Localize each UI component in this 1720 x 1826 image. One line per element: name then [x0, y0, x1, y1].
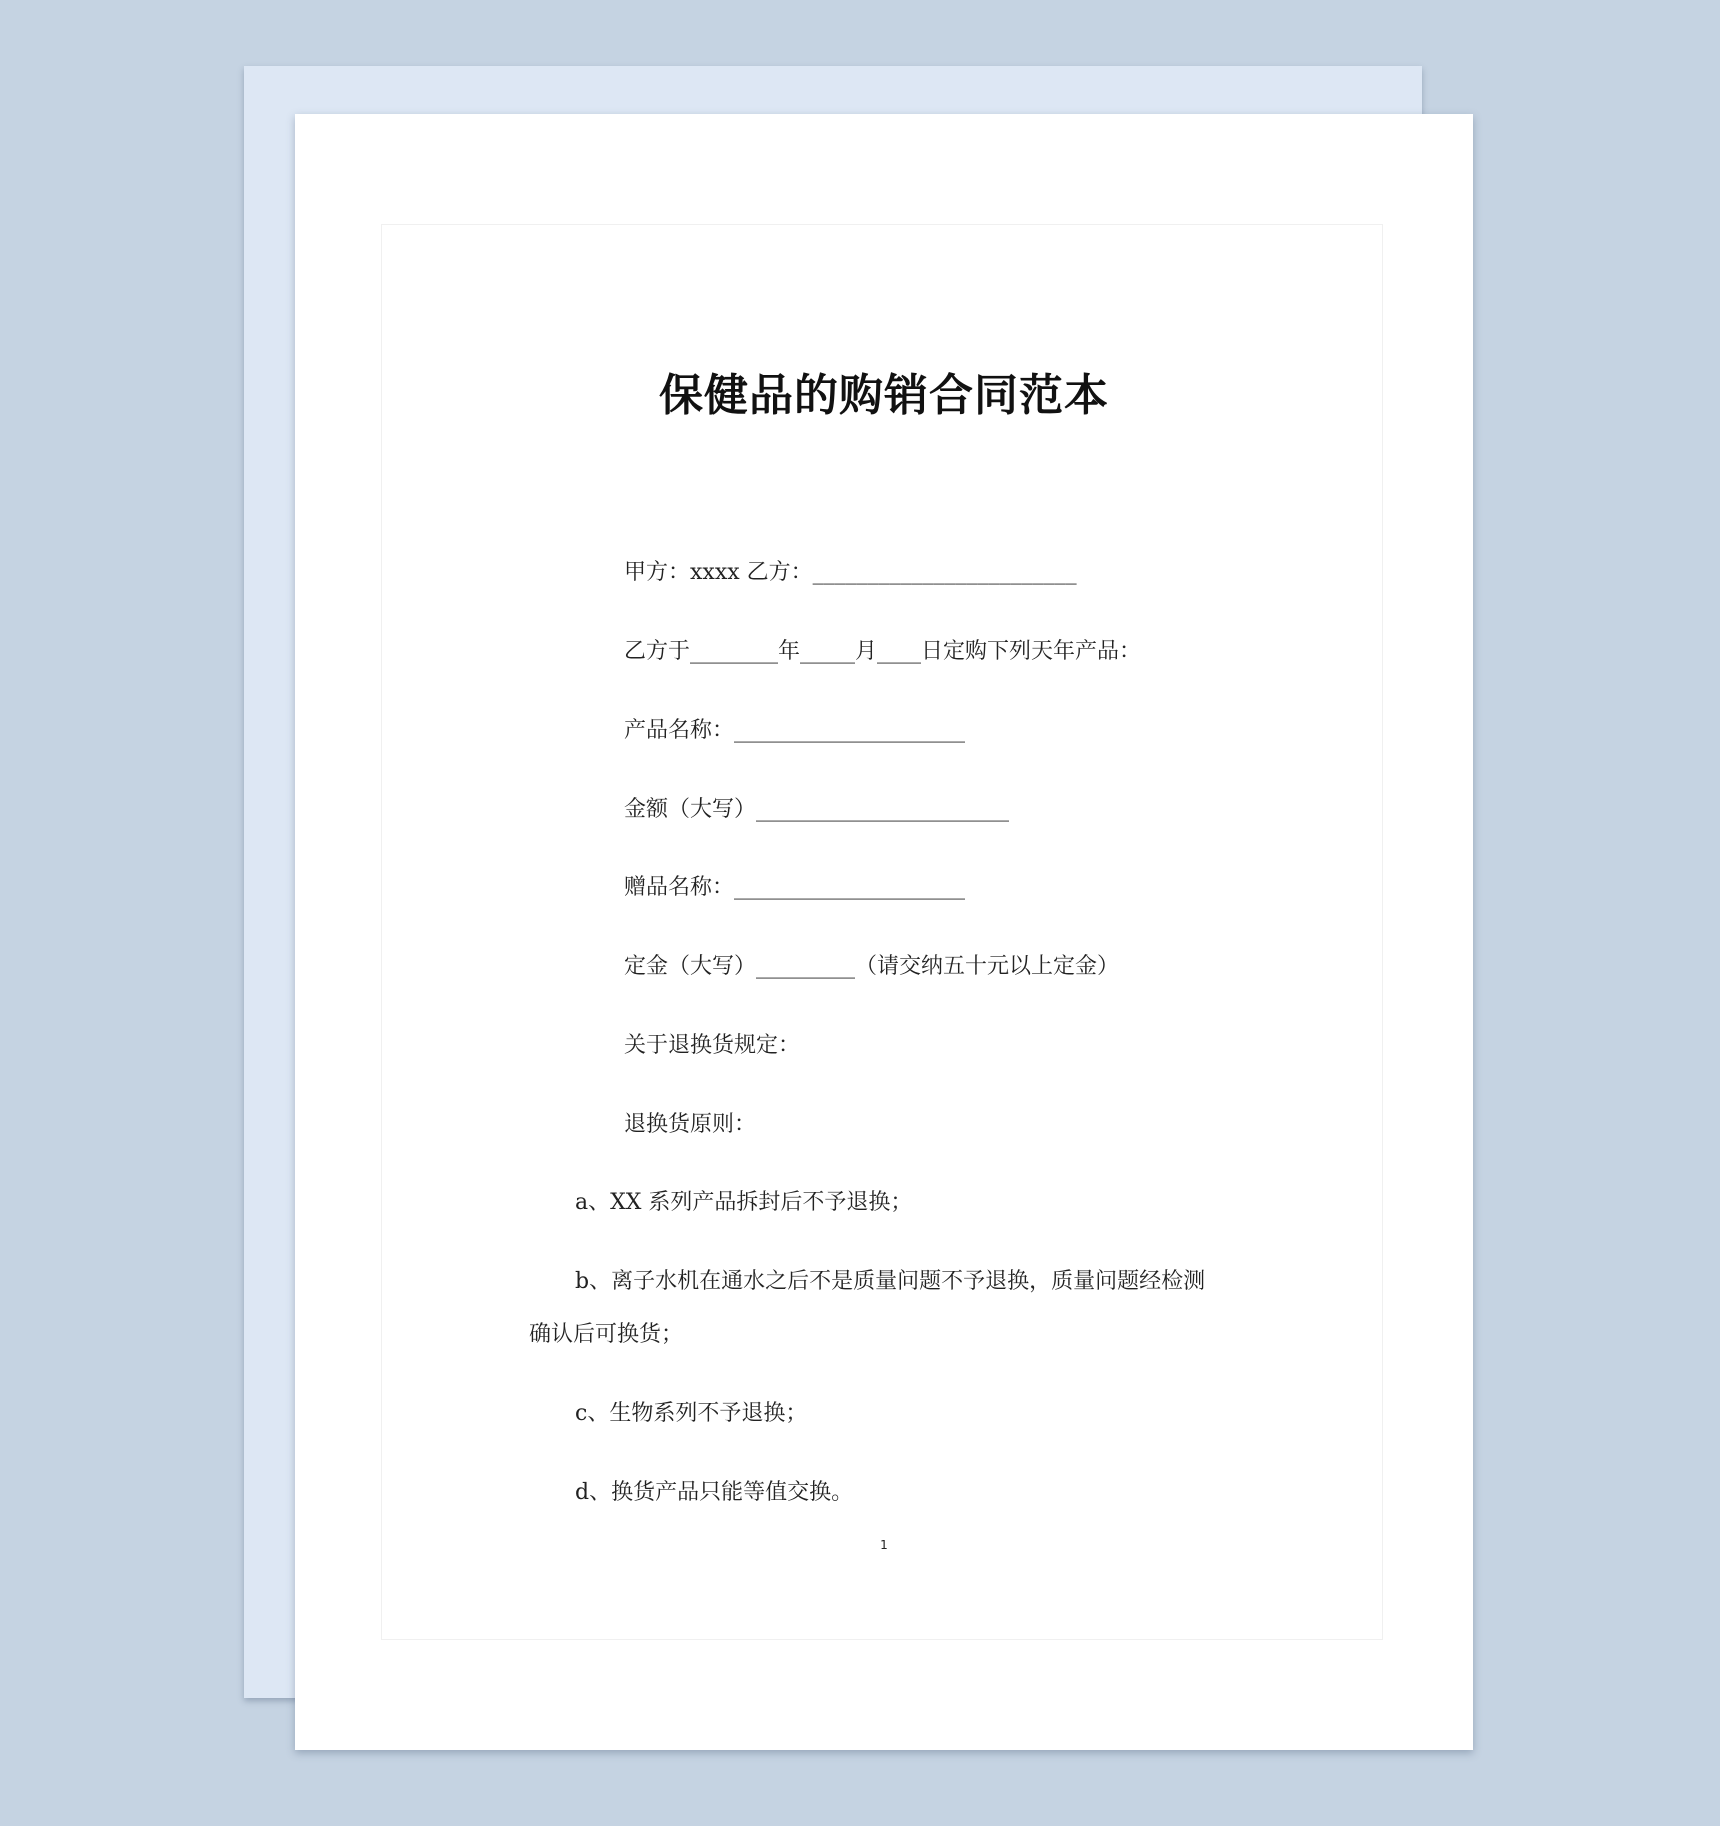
page-number: 1 — [880, 1538, 888, 1552]
return-principle-heading: 退换货原则： — [624, 1112, 757, 1137]
clause-a: a、XX 系列产品拆封后不予退换； — [575, 1190, 913, 1215]
clause-c: c、生物系列不予退换； — [575, 1401, 808, 1426]
clause-b: b、离子水机在通水之后不是质量问题不予退换，质量问题经检测 — [575, 1269, 1206, 1294]
return-policy-heading: 关于退换货规定： — [624, 1033, 801, 1058]
order-date-line: 乙方于________年_____月____日定购下列天年产品： — [624, 639, 1142, 664]
page-margin-frame — [381, 224, 1383, 1640]
party-line: 甲方：xxxx 乙方：________________________ — [624, 560, 1077, 585]
amount-line: 金额（大写）_______________________ — [624, 797, 1010, 822]
document-title: 保健品的购销合同范本 — [659, 370, 1109, 421]
clause-b-continuation: 确认后可换货； — [529, 1322, 684, 1347]
deposit-line: 定金（大写）_________（请交纳五十元以上定金） — [624, 954, 1120, 979]
clause-d: d、换货产品只能等值交换。 — [575, 1480, 854, 1505]
product-name-line: 产品名称：_____________________ — [624, 718, 966, 743]
gift-name-line: 赠品名称：_____________________ — [624, 875, 966, 900]
document-page — [295, 114, 1473, 1750]
